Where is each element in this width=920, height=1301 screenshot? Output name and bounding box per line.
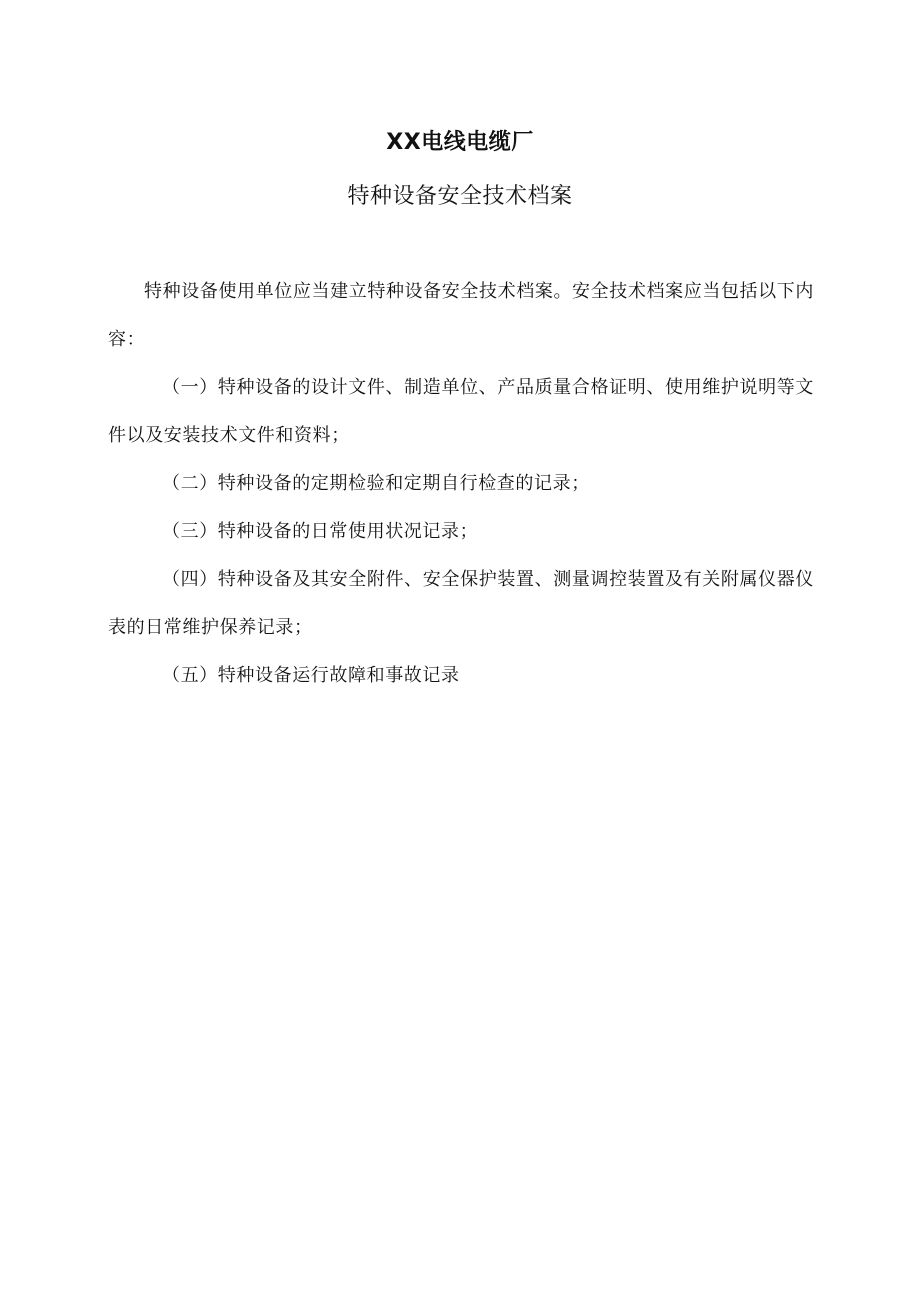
intro-paragraph: 特种设备使用单位应当建立特种设备安全技术档案。安全技术档案应当包括以下内容： [108, 281, 814, 350]
list-item: （三）特种设备的日常使用状况记录； [162, 521, 479, 542]
list-item: （二）特种设备的定期检验和定期自行检查的记录； [162, 473, 590, 494]
list-item: （一）特种设备的设计文件、制造单位、产品质量合格证明、使用维护说明等文件以及安装技术文件和资料； [108, 377, 814, 446]
document-title: 特种设备安全技术档案 [347, 184, 573, 209]
title-block [0, 128, 920, 212]
list-item: （五）特种设备运行故障和事故记录 [162, 665, 460, 686]
company-title: XX电线电缆厂 [386, 130, 534, 155]
list-item: （四）特种设备及其安全附件、安全保护装置、测量调控装置及有关附属仪器仪表的日常维护保养记录； [108, 569, 814, 638]
document-body [108, 268, 814, 700]
